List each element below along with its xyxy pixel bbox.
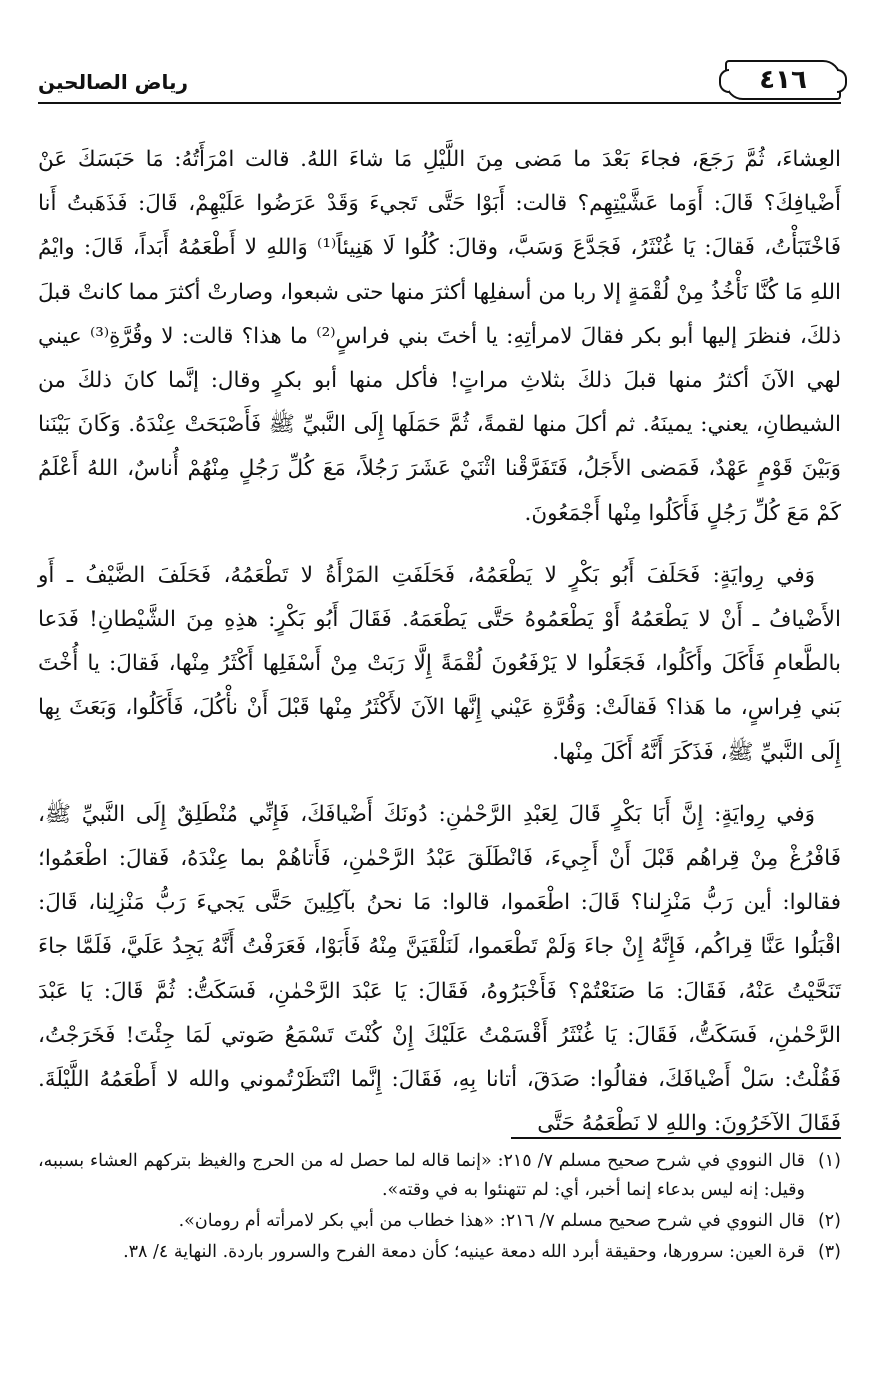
main-text	[38, 138, 841, 1146]
footnote-text: قال النووي في شرح صحيح مسلم ٧/ ٢١٥: «إنما قاله لما حصل له من الحرج والغيظ بتركهم العشاء بسببه، وقيل: إنه ليس بدعاء إنما أخبر، أي: لم تتهنئوا به في وقته».	[38, 1151, 805, 1200]
footnote-number: (٣)	[817, 1242, 841, 1262]
page-header	[38, 58, 841, 108]
footnote-3	[38, 1238, 841, 1267]
paragraph-3: وَفي رِوايَةٍ: إِنَّ أَبَا بَكْرٍ قَالَ لِعَبْدِ الرَّحْمٰنِ: دُونَكَ أَضْيافَكَ، فَإِنِّي مُنْطَلِقٌ إِلَى النَّبيِّ ﷺ، فَافْرُغْ مِنْ قِراهُم قَبْلَ أَنْ أَجِيءَ، فَانْطَلَقَ عَبْدُ الرَّحْمٰنِ، فَأَتاهُمْ بما عِنْدَهُ، فَقالَ: اطْعَمُوا؛ فقالوا: أين رَبُّ مَنْزِلنا؟ قَالَ: اطْعَموا، قالوا: مَا نحنُ بآكِلِينَ حَتَّى يَجيءَ رَبُّ مَنْزِلِنا، قَالَ: اقْبَلُوا عَنَّا قِراكُم، فَإِنَّهُ إِنْ جاءَ وَلَمْ تَطْعَموا، لَنَلْقَيَنَّ مِنْهُ فَأَبَوْا، فَعَرَفْتُ أَنَّهُ يَجِدُ عَلَيَّ، فَلَمَّا جاءَ تَنَحَّيْتُ عَنْهُ، فَقَالَ: مَا صَنَعْتُمْ؟ فَأَخْبَرُوهُ، فَقَالَ: يَا عَبْدَ الرَّحْمٰنِ، فَسَكَتُّ: ثُمَّ قَالَ: يَا عَبْدَ الرَّحْمٰنِ، فَسَكَتُّ، فَقَالَ: يَا غُنْثَرُ أَقْسَمْتُ عَلَيْكَ إِنْ كُنْتَ تَسْمَعُ صَوتي لَمَا جِئْتَ! فَخَرَجْتُ، فَقُلْتُ: سَلْ أَضْيافَكَ، فقالُوا: صَدَقَ، أتانا بِهِ، فَقَالَ: إِنَّما انْتَظَرْتُموني والله لا أَطْعَمُهُ اللَّيْلَةَ. فَقَالَ الآخَرُونَ: واللهِ لا نَطْعَمُهُ حَتَّى	[38, 801, 841, 1137]
paragraph-1: العِشاءَ، ثُمَّ رَجَعَ، فجاءَ بَعْدَ ما مَضى مِنَ اللَّيْلِ مَا شاءَ اللهُ. قالت امْرَأَتُهُ: مَا حَبَسَكَ عَنْ أَضْيافِكَ؟ قَالَ: أَوَما عَشَّيْتِهِم؟ قالت: أَبَوْا حَتَّى تَجيءَ وَقَدْ عَرَضُوا عَلَيْهِمْ، قَالَ: فَذَهَبتُ أَنا فَاخْتَبَأْتُ، فَقالَ: يَا غُنْثَرُ، فَجَدَّعَ وَسَبَّ، وقالَ: كُلُوا لَا هَنِيئاً⁽¹⁾ وَاللهِ لا أَطْعَمُهُ أَبَداً، قَالَ: وايْمُ اللهِ مَا كُنَّا نَأْخُذُ مِنْ لُقْمَةٍ إلا ربا من أسفلِها أكثرَ منها حتى شبعوا، وصارتْ أكثرَ مما كانتْ قبلَ ذلكَ، فنظرَ إليها أبو بكر فقالَ لامرأتِهِ: يا أختَ بني فراسٍ⁽²⁾ ما هذا؟ قالت: لا وقُرَّةِ⁽³⁾ عيني لهي الآنَ أكثرُ منها قبلَ ذلكَ بثلاثِ مراتٍ! فأكل منها أبو بكرٍ وقال: إنَّما كانَ ذلكَ من الشيطانِ، يعني: يمينَهُ. ثم أكلَ منها لقمةً، ثُمَّ حَمَلَها إِلَى النَّبيِّ ﷺ فَأَصْبَحَتْ عِنْدَهُ. وَكَانَ بَيْنَنا وَبَيْنَ قَوْمٍ عَهْدٌ، فَمَضى الأَجَلُ، فَتَفَرَّقْنا اثْنَيْ عَشَرَ رَجُلاً، مَعَ كُلِّ رَجُلٍ مِنْهُمْ أُناسٌ، اللهُ أَعْلَمُ كَمْ مَعَ كُلِّ رَجُلٍ فَأَكَلُوا مِنْها أَجْمَعُونَ.	[38, 147, 842, 526]
footnote-2	[38, 1207, 841, 1236]
footnote-number: (١)	[817, 1151, 841, 1171]
footnote-text: قال النووي في شرح صحيح مسلم ٧/ ٢١٦: «هذا خطاب من أبي بكر لامرأته أم رومان».	[178, 1211, 805, 1231]
footnotes	[38, 1147, 841, 1269]
header-divider	[38, 102, 841, 104]
book-title: رياض الصالحين	[38, 70, 189, 94]
footnote-divider	[511, 1137, 841, 1139]
footnote-1	[38, 1147, 841, 1205]
footnote-text: قرة العين: سرورها، وحقيقة أبرد الله دمعة عينيه؛ كأن دمعة الفرح والسرور باردة. النهاية ٤/ ٣٨.	[123, 1242, 805, 1262]
footnote-number: (٢)	[817, 1211, 841, 1231]
paragraph-2: وَفي رِوايَةٍ: فَحَلَفَ أَبُو بَكْرٍ لا يَطْعَمُهُ، فَحَلَفَتِ المَرْأَةُ لا تَطْعَمُهُ، فَحَلَفَ الضَّيْفُ ـ أَو الأَضْيافُ ـ أَنْ لا يَطْعَمُهُ أَوْ يَطْعَمُوهُ حَتَّى يَطْعَمَهُ. فَقَالَ أَبُو بَكْرٍ: هذِهِ مِنَ الشَّيْطانِ! فَدَعا بالطَّعامِ فَأَكَلَ وأَكَلُوا، فَجَعَلُوا لا يَرْفَعُونَ لُقْمَةً إِلَّا رَبَتْ مِنْ أَسْفَلِها أَكْثَرُ مِنْها، فَقالَ: يا أُخْتَ بَني فِراسٍ، ما هَذا؟ فَقالَتْ: وَقُرَّةِ عَيْني إِنَّها الآنَ لأَكْثَرُ مِنْها قَبْلَ أَنْ نأْكُلَ، فَأَكَلُوا، وَبَعَثَ بِها إِلَى النَّبيِّ ﷺ، فَذَكَرَ أَنَّهُ أَكَلَ مِنْها.	[38, 562, 841, 765]
page-number: ٤١٦	[725, 60, 841, 100]
